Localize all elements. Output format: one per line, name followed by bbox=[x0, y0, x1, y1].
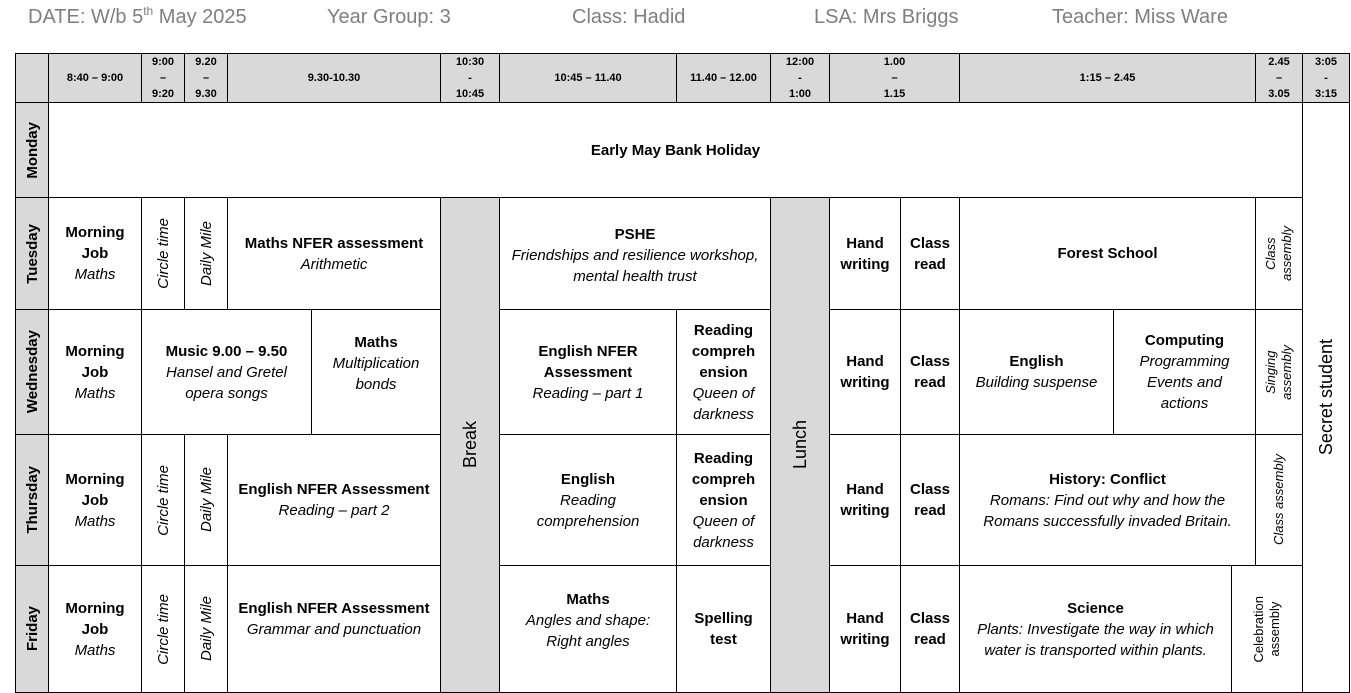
cell-text-line: Celebration bbox=[1251, 595, 1266, 663]
cell-title: ension bbox=[699, 491, 748, 509]
time-text: – bbox=[202, 72, 210, 84]
wed-english bbox=[959, 309, 1114, 435]
time-text: 9:00 bbox=[151, 56, 175, 68]
thu-class-read bbox=[900, 434, 960, 566]
time-text: 11.40 – 12.00 bbox=[690, 72, 757, 84]
cell-title: test bbox=[710, 631, 737, 648]
lunch-column bbox=[770, 197, 830, 693]
fri-science bbox=[959, 565, 1232, 693]
thu-reading-comprehension bbox=[676, 434, 771, 566]
time-slot-10 bbox=[959, 53, 1256, 103]
cell-subtitle: Reading bbox=[560, 491, 616, 509]
cell-title: Reading bbox=[693, 321, 754, 339]
cell-text: Daily Mile bbox=[197, 596, 215, 662]
thu-history bbox=[959, 434, 1256, 566]
fri-morning-job bbox=[48, 565, 142, 693]
wed-morning-job bbox=[48, 309, 142, 435]
cell-title: Reading bbox=[693, 449, 754, 467]
cell-text-line: Singing bbox=[1263, 350, 1278, 394]
cell-subtitle: Maths bbox=[74, 266, 116, 283]
cell-subtitle: Arithmetic bbox=[300, 256, 368, 273]
cell-title: Class bbox=[909, 234, 951, 252]
tue-circle-time bbox=[141, 197, 185, 310]
time-text: 1:00 bbox=[788, 88, 812, 100]
cell-title: Class bbox=[909, 610, 951, 627]
cell-subtitle: water is transported within plants. bbox=[984, 641, 1207, 659]
cell-subtitle: Queen of bbox=[692, 512, 755, 530]
tue-morning-job bbox=[48, 197, 142, 310]
cell-text: Circle time bbox=[154, 464, 172, 536]
cell-subtitle: actions bbox=[1160, 395, 1209, 412]
break-label: Break bbox=[459, 421, 480, 469]
cell-title: writing bbox=[840, 631, 890, 648]
day-label: Thursday bbox=[23, 466, 41, 534]
cell-title: English NFER Assessment bbox=[238, 481, 430, 498]
cell-title: Computing bbox=[1144, 332, 1225, 349]
cell-title: Job bbox=[81, 245, 109, 262]
lunch-label: Lunch bbox=[789, 420, 810, 470]
cell-title: Hand bbox=[846, 481, 884, 498]
cell-title: writing bbox=[840, 502, 890, 519]
cell-title: Forest School bbox=[1057, 245, 1158, 262]
cell-subtitle: darkness bbox=[693, 405, 754, 423]
fri-circle-time bbox=[141, 565, 185, 693]
wed-maths bbox=[311, 309, 441, 435]
cell-title: writing bbox=[840, 374, 890, 391]
time-text: 2.45 bbox=[1268, 56, 1290, 68]
thu-hand-writing bbox=[829, 434, 901, 566]
time-text: 1:15 – 2.45 bbox=[1079, 72, 1136, 84]
cell-title: compreh bbox=[691, 470, 756, 488]
day-thursday bbox=[15, 434, 49, 566]
thu-class-assembly bbox=[1255, 434, 1303, 566]
thu-morning-job bbox=[48, 434, 142, 566]
cell-subtitle: Angles and shape: bbox=[525, 612, 651, 629]
cell-title: English NFER bbox=[538, 342, 638, 360]
cell-subtitle: darkness bbox=[693, 533, 754, 551]
tue-maths-nfer bbox=[227, 197, 441, 310]
cell-subtitle: Plants: Investigate the way in which bbox=[977, 620, 1214, 638]
cell-title: Morning bbox=[65, 470, 125, 488]
cell-title: Hand bbox=[846, 234, 884, 252]
time-text: 9.20 bbox=[195, 56, 217, 68]
time-slot-5 bbox=[440, 53, 500, 103]
cell-subtitle: Maths bbox=[74, 384, 116, 402]
time-slot-4 bbox=[227, 53, 441, 103]
time-text: 12:00 bbox=[785, 56, 815, 68]
time-slot-6 bbox=[499, 53, 677, 103]
time-text: – bbox=[1275, 72, 1283, 84]
tue-class-assembly bbox=[1255, 197, 1303, 310]
day-label: Tuesday bbox=[23, 223, 41, 284]
cell-subtitle: comprehension bbox=[536, 512, 640, 530]
wed-class-read bbox=[900, 309, 960, 435]
wed-singing-assembly bbox=[1255, 309, 1303, 435]
cell-title: Class bbox=[909, 481, 951, 498]
cell-title: Morning bbox=[65, 224, 125, 241]
cell-title: Assessment bbox=[543, 363, 633, 381]
header-date bbox=[28, 6, 247, 29]
time-text: 10:30 bbox=[455, 56, 485, 68]
fri-celebration-assembly bbox=[1231, 565, 1303, 693]
cell-text-line: assembly bbox=[1279, 226, 1294, 281]
cell-text bbox=[1251, 596, 1283, 663]
time-text: 8:40 – 9:00 bbox=[66, 72, 124, 84]
time-slot-2 bbox=[141, 53, 185, 103]
tue-daily-mile bbox=[184, 197, 228, 310]
header-teacher: Teacher: Miss Ware bbox=[1052, 6, 1228, 28]
time-text: 9.30-10.30 bbox=[307, 72, 361, 84]
break-column bbox=[440, 197, 500, 693]
cell-subtitle: mental health trust bbox=[573, 268, 697, 285]
day-label: Friday bbox=[23, 606, 41, 652]
cell-text: Daily Mile bbox=[197, 220, 215, 286]
header-year-group: Year Group: 3 bbox=[327, 6, 451, 28]
time-text: - bbox=[468, 72, 472, 84]
cell-title: read bbox=[914, 502, 946, 519]
cell-subtitle: Reading – part 1 bbox=[532, 384, 644, 402]
time-slot-3 bbox=[184, 53, 228, 103]
cell-title: read bbox=[914, 631, 946, 648]
time-slot-11 bbox=[1255, 53, 1303, 103]
cell-title: read bbox=[914, 255, 946, 273]
date-rest: May 2025 bbox=[153, 6, 247, 28]
fri-english-nfer bbox=[227, 565, 441, 693]
thu-english bbox=[499, 434, 677, 566]
date-label: DATE: W/b 5 bbox=[28, 6, 144, 28]
wed-music bbox=[141, 309, 312, 435]
time-slot-9 bbox=[829, 53, 960, 103]
time-text: – bbox=[891, 72, 898, 84]
cell-title: English bbox=[1009, 353, 1064, 370]
tue-hand-writing bbox=[829, 197, 901, 310]
cell-title: English bbox=[560, 470, 616, 488]
cell-subtitle: Friendships and resilience workshop, bbox=[511, 247, 759, 264]
cell-text: Class assembly bbox=[1271, 454, 1286, 546]
time-text: 3.05 bbox=[1268, 88, 1290, 100]
cell-title: Music 9.00 – 9.50 bbox=[165, 342, 288, 360]
cell-title: History: Conflict bbox=[1049, 471, 1166, 488]
day-tuesday bbox=[15, 197, 49, 310]
cell-text: Circle time bbox=[154, 218, 172, 289]
cell-subtitle: Right angles bbox=[546, 633, 630, 650]
holiday-text: Early May Bank Holiday bbox=[590, 141, 761, 159]
cell-text: Circle time bbox=[154, 593, 172, 665]
cell-subtitle: Queen of bbox=[692, 384, 755, 402]
cell-subtitle: Events and bbox=[1146, 374, 1223, 391]
tue-pshe bbox=[499, 197, 771, 310]
cell-subtitle: Building suspense bbox=[975, 374, 1098, 391]
wed-english-nfer bbox=[499, 309, 677, 435]
time-text: 10:45 bbox=[455, 88, 485, 100]
cell-subtitle: Hansel and Gretel bbox=[166, 363, 287, 381]
cell-title: Spelling bbox=[694, 610, 753, 627]
cell-title: writing bbox=[840, 255, 890, 273]
cell-title: Job bbox=[81, 491, 109, 509]
time-text: 1.15 bbox=[883, 88, 906, 100]
fri-daily-mile bbox=[184, 565, 228, 693]
cell-subtitle: Romans: Find out why and how the bbox=[989, 492, 1226, 509]
wed-computing bbox=[1113, 309, 1256, 435]
day-label: Wednesday bbox=[23, 330, 41, 414]
day-monday bbox=[15, 102, 49, 198]
cell-title: Hand bbox=[846, 353, 884, 370]
fri-maths bbox=[499, 565, 677, 693]
cell-title: Science bbox=[1067, 599, 1124, 617]
cell-title: Morning bbox=[65, 599, 125, 617]
time-text: 10:45 – 11.40 bbox=[554, 72, 622, 84]
time-text: - bbox=[798, 72, 802, 84]
day-label: Monday bbox=[23, 121, 41, 179]
cell-subtitle: Maths bbox=[74, 641, 116, 659]
time-slot-1 bbox=[48, 53, 142, 103]
cell-subtitle: Romans successfully invaded Britain. bbox=[983, 513, 1232, 530]
wed-hand-writing bbox=[829, 309, 901, 435]
fri-class-read bbox=[900, 565, 960, 693]
cell-title: Hand bbox=[846, 610, 884, 627]
time-text: 3:15 bbox=[1314, 88, 1338, 100]
cell-title: Class bbox=[909, 353, 951, 370]
cell-text-line: assembly bbox=[1279, 344, 1294, 400]
header-lsa: LSA: Mrs Briggs bbox=[814, 6, 959, 28]
time-slot-7 bbox=[676, 53, 771, 103]
cell-text-line: Class bbox=[1263, 237, 1278, 270]
cell-title: Maths NFER assessment bbox=[244, 235, 424, 252]
cell-title: read bbox=[914, 374, 946, 391]
cell-text bbox=[1263, 226, 1295, 281]
time-text: – bbox=[159, 72, 167, 84]
cell-subtitle: opera songs bbox=[185, 384, 268, 402]
secret-student-label: Secret student bbox=[1315, 339, 1336, 456]
secret-student-column bbox=[1302, 102, 1350, 693]
cell-subtitle: Maths bbox=[74, 512, 116, 530]
cell-text bbox=[1263, 345, 1295, 400]
monday-holiday bbox=[48, 102, 1303, 198]
cell-title: Job bbox=[81, 620, 109, 638]
thu-daily-mile bbox=[184, 434, 228, 566]
tue-class-read bbox=[900, 197, 960, 310]
fri-spelling-test bbox=[676, 565, 771, 693]
time-text: 9:20 bbox=[151, 88, 175, 100]
cell-title: PSHE bbox=[614, 226, 656, 243]
header-class: Class: Hadid bbox=[572, 6, 686, 28]
cell-title: Maths bbox=[566, 591, 610, 608]
cell-title: Maths bbox=[354, 334, 398, 351]
date-suffix: th bbox=[143, 4, 154, 18]
corner-cell bbox=[15, 53, 49, 103]
cell-title: Morning bbox=[65, 342, 125, 360]
time-text: 3:05 bbox=[1314, 56, 1338, 68]
cell-text-line: assembly bbox=[1267, 601, 1282, 657]
cell-subtitle: bonds bbox=[355, 376, 397, 393]
cell-title: ension bbox=[699, 363, 748, 381]
time-text: - bbox=[1324, 72, 1328, 84]
thu-circle-time bbox=[141, 434, 185, 566]
cell-title: compreh bbox=[691, 342, 756, 360]
time-text: 9.30 bbox=[195, 88, 217, 100]
cell-subtitle: Grammar and punctuation bbox=[246, 621, 422, 638]
cell-title: English NFER Assessment bbox=[238, 600, 430, 617]
thu-english-nfer bbox=[227, 434, 441, 566]
cell-subtitle: Reading – part 2 bbox=[278, 502, 390, 519]
day-wednesday bbox=[15, 309, 49, 435]
tue-forest-school bbox=[959, 197, 1256, 310]
cell-title: Job bbox=[81, 363, 109, 381]
wed-reading-comprehension bbox=[676, 309, 771, 435]
time-text: 1.00 bbox=[883, 56, 906, 68]
day-friday bbox=[15, 565, 49, 693]
cell-subtitle: Multiplication bbox=[332, 355, 420, 372]
cell-text: Daily Mile bbox=[197, 467, 215, 533]
cell-subtitle: Programming bbox=[1139, 353, 1230, 370]
time-slot-12 bbox=[1302, 53, 1350, 103]
fri-hand-writing bbox=[829, 565, 901, 693]
time-slot-8 bbox=[770, 53, 830, 103]
